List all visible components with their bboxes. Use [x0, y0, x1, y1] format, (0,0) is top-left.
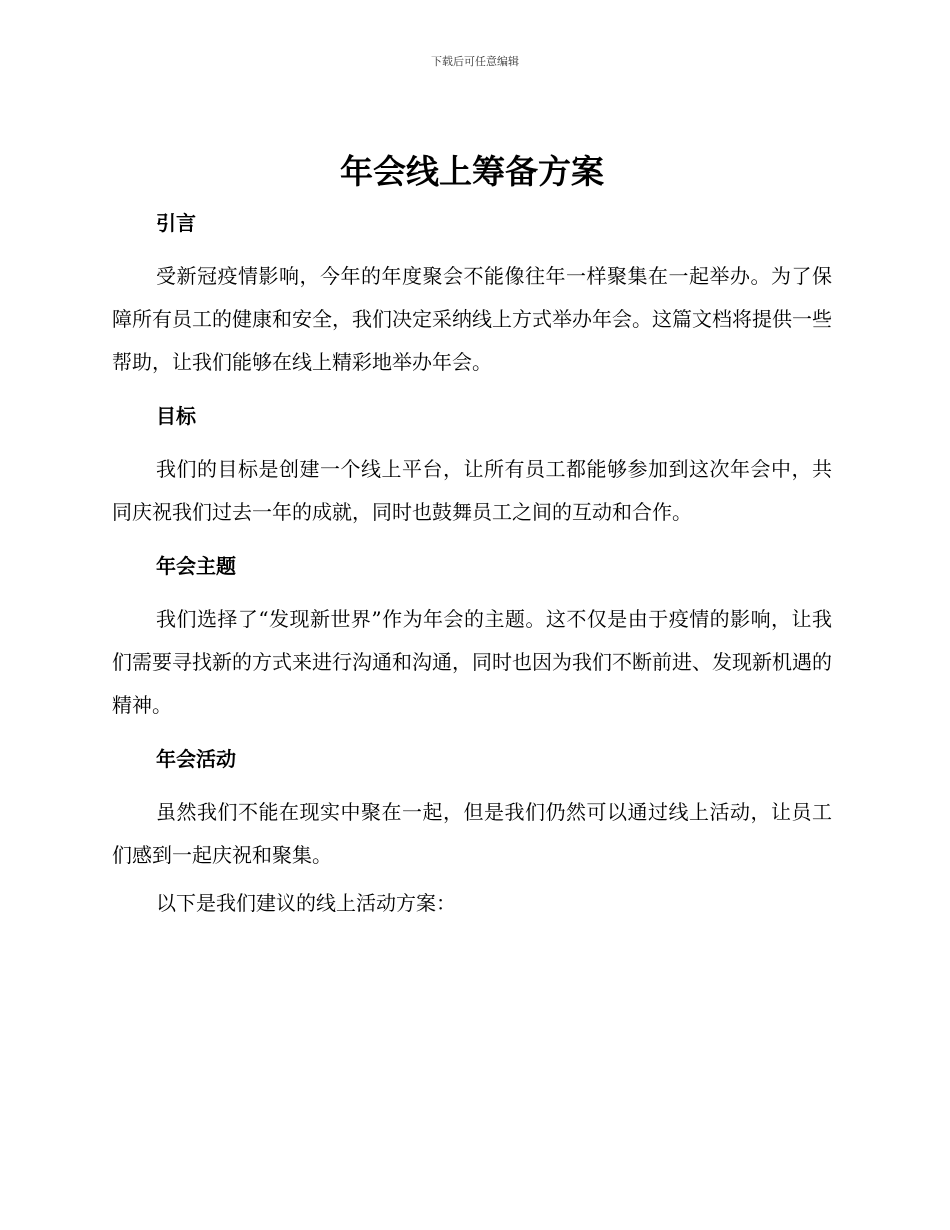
goals-paragraph: 我们的目标是创建一个线上平台，让所有员工都能够参加到这次年会中，共同庆祝我们过去一年的成就，同时也鼓舞员工之间的互动和合作。 [112, 457, 832, 524]
document-body [112, 150, 832, 925]
section-heading-goals: 目标 [156, 404, 196, 428]
activities-paragraph: 虽然我们不能在现实中聚在一起，但是我们仍然可以通过线上活动，让员工们感到一起庆祝和聚集。 [112, 800, 832, 867]
section-heading-activities: 年会活动 [156, 747, 236, 771]
section-heading-introduction: 引言 [156, 211, 196, 235]
introduction-paragraph: 受新冠疫情影响，今年的年度聚会不能像往年一样聚集在一起举办。为了保障所有员工的健康和安全，我们决定采纳线上方式举办年会。这篇文档将提供一些帮助，让我们能够在线上精彩地举办年会。 [112, 264, 832, 374]
theme-paragraph: 我们选择了“发现新世界”作为年会的主题。这不仅是由于疫情的影响，让我们需要寻找新的方式来进行沟通和沟通，同时也因为我们不断前进、发现新机遇的精神。 [112, 607, 832, 717]
page-header: 下载后可任意编辑 [431, 55, 519, 68]
section-heading-theme: 年会主题 [156, 554, 236, 578]
document-title: 年会线上筹备方案 [340, 152, 604, 191]
activities-proposal-intro: 以下是我们建议的线上活动方案： [156, 891, 456, 915]
